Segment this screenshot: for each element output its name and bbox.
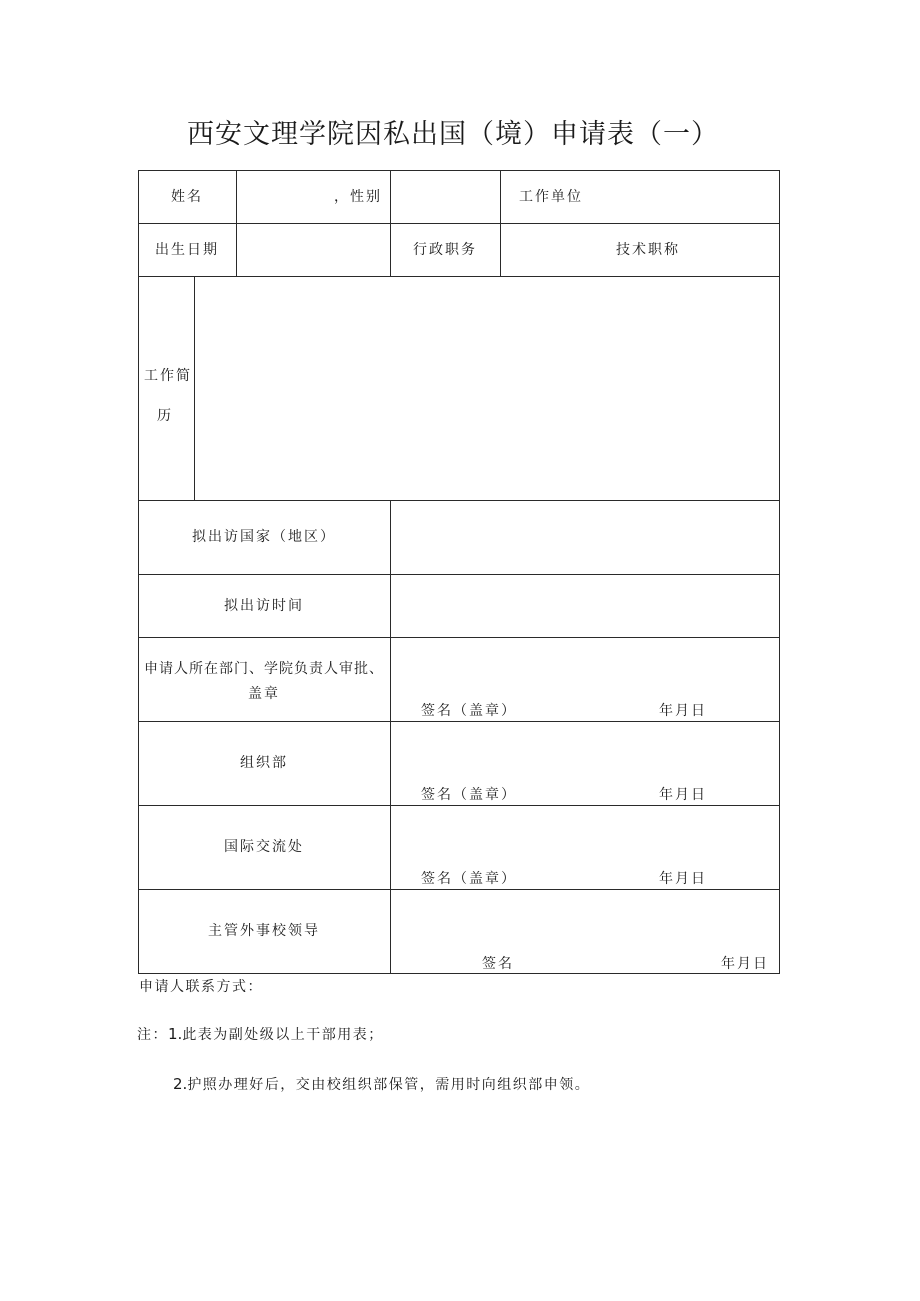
sign-stamp-label: 签名（盖章） [421, 871, 517, 887]
sign-stamp-label: 签名（盖章） [421, 703, 517, 719]
sign-label: 签名 [482, 956, 514, 972]
leader-label: 主管外事校领导 [208, 923, 320, 939]
name-label: 姓名 [171, 189, 203, 205]
note-1 [137, 1024, 384, 1044]
resume-input-area[interactable] [195, 277, 779, 500]
row-border [138, 973, 780, 974]
row-border [138, 889, 780, 890]
date-label: 年月日 [659, 787, 707, 803]
gender-input-area[interactable] [391, 171, 500, 223]
row-border [138, 805, 780, 806]
country-label: 拟出访国家（地区） [192, 529, 336, 545]
date-label: 年月日 [659, 703, 707, 719]
birth-date-input-area[interactable] [237, 224, 390, 276]
intl-office-label: 国际交流处 [224, 839, 304, 855]
resume-label-line2: 历 [157, 408, 173, 424]
sign-stamp-label: 签名（盖章） [421, 787, 517, 803]
note-1-number: 1. [168, 1025, 183, 1043]
tech-title-label: 技术职称 [616, 242, 680, 258]
dept-approval-label-line1: 申请人所在部门、学院负责人审批、 [144, 661, 384, 677]
note-2-text: 护照办理好后，交由校组织部保管，需用时向组织部申领。 [187, 1077, 591, 1093]
work-unit-label: 工作单位 [519, 189, 583, 205]
gender-label: ，性别 [334, 189, 382, 205]
row-border [138, 223, 780, 224]
note-2-number: 2. [173, 1075, 188, 1093]
column-border [500, 170, 501, 276]
date-label: 年月日 [659, 871, 707, 887]
note-2 [173, 1074, 590, 1094]
note-prefix: 注： [137, 1027, 168, 1043]
date-label: 年月日 [721, 956, 769, 972]
row-border [138, 637, 780, 638]
column-border [779, 170, 780, 974]
admin-position-label: 行政职务 [413, 242, 477, 258]
time-input-area[interactable] [391, 575, 779, 637]
country-input-area[interactable] [391, 501, 779, 574]
resume-label-line1: 工作简 [144, 368, 192, 384]
page-title: 西安文理学院因私出国（境）申请表（一） [187, 119, 719, 150]
contact-label: 申请人联系方式： [139, 979, 263, 995]
row-border [138, 721, 780, 722]
birth-date-label: 出生日期 [155, 242, 219, 258]
time-label: 拟出访时间 [224, 598, 304, 614]
org-dept-label: 组织部 [240, 755, 288, 771]
dept-approval-label-line2: 盖章 [248, 686, 280, 702]
note-1-text: 此表为副处级以上干部用表； [182, 1027, 384, 1043]
